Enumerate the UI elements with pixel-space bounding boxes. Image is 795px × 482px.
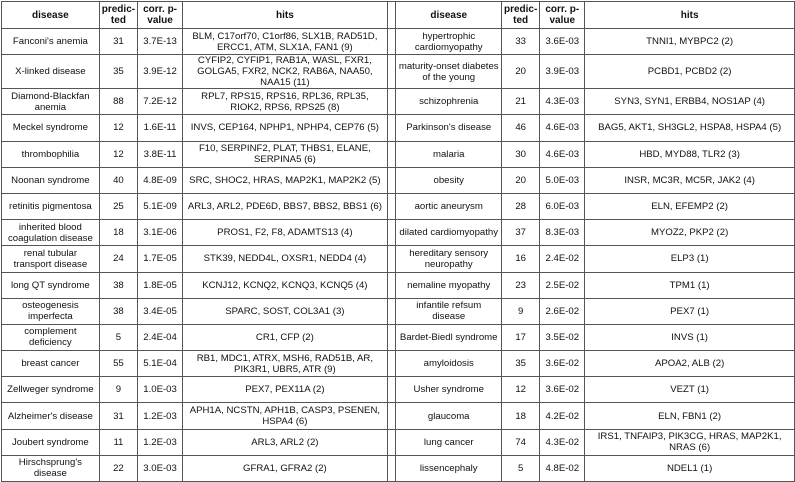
hits-cell: INSR, MC3R, MC5R, JAK2 (4) [585, 167, 795, 193]
header-corr-p-value: corr. p-value [138, 2, 183, 29]
predicted-cell: 46 [501, 115, 539, 141]
predicted-cell: 12 [99, 115, 137, 141]
corr-p-value-cell: 3.0E-03 [138, 455, 183, 481]
hits-cell: TNNI1, MYBPC2 (2) [585, 29, 795, 55]
hits-cell: BAG5, AKT1, SH3GL2, HSPA8, HSPA4 (5) [585, 115, 795, 141]
hits-cell: HBD, MYD88, TLR2 (3) [585, 141, 795, 167]
table-divider [387, 429, 396, 455]
corr-p-value-cell: 3.7E-13 [138, 29, 183, 55]
table-divider [387, 29, 396, 55]
predicted-cell: 28 [501, 193, 539, 219]
disease-cell: hypertrophic cardiomyopathy [396, 29, 502, 55]
hits-cell: IRS1, TNFAIP3, PIK3CG, HRAS, MAP2K1, NRAS (6) [585, 429, 795, 455]
table-row [2, 246, 795, 272]
corr-p-value-cell: 3.9E-12 [138, 55, 183, 89]
corr-p-value-cell: 5.1E-09 [138, 193, 183, 219]
table-row [2, 455, 795, 481]
hits-cell: MYOZ2, PKP2 (2) [585, 220, 795, 246]
predicted-cell: 21 [501, 89, 539, 115]
header-disease: disease [396, 2, 502, 29]
predicted-cell: 11 [99, 429, 137, 455]
hits-cell: CR1, CFP (2) [183, 324, 388, 350]
table-divider [387, 89, 396, 115]
hits-cell: PEX7 (1) [585, 298, 795, 324]
predicted-cell: 88 [99, 89, 137, 115]
header-hits: hits [585, 2, 795, 29]
disease-cell: Noonan syndrome [2, 167, 100, 193]
disease-cell: Parkinson's disease [396, 115, 502, 141]
predicted-cell: 17 [501, 324, 539, 350]
disease-cell: Zellweger syndrome [2, 377, 100, 403]
table-row [2, 429, 795, 455]
header-row [2, 2, 795, 29]
table-row [2, 89, 795, 115]
corr-p-value-cell: 3.9E-03 [540, 55, 585, 89]
disease-cell: renal tubular transport disease [2, 246, 100, 272]
hits-cell: PROS1, F2, F8, ADAMTS13 (4) [183, 220, 388, 246]
disease-cell: breast cancer [2, 351, 100, 377]
predicted-cell: 12 [501, 377, 539, 403]
hits-cell: ARL3, ARL2, PDE6D, BBS7, BBS2, BBS1 (6) [183, 193, 388, 219]
corr-p-value-cell: 3.6E-03 [540, 29, 585, 55]
table-row [2, 115, 795, 141]
header-predicted: predicted [99, 2, 137, 29]
corr-p-value-cell: 1.2E-03 [138, 429, 183, 455]
corr-p-value-cell: 1.0E-03 [138, 377, 183, 403]
disease-table-container [1, 1, 795, 482]
disease-cell: X-linked disease [2, 55, 100, 89]
corr-p-value-cell: 1.8E-05 [138, 272, 183, 298]
corr-p-value-cell: 5.1E-04 [138, 351, 183, 377]
header-corr-p-value: corr. p-value [540, 2, 585, 29]
table-divider [387, 377, 396, 403]
predicted-cell: 18 [99, 220, 137, 246]
table-row [2, 377, 795, 403]
predicted-cell: 25 [99, 193, 137, 219]
disease-cell: lissencephaly [396, 455, 502, 481]
table-divider [387, 455, 396, 481]
corr-p-value-cell: 1.6E-11 [138, 115, 183, 141]
hits-cell: KCNJ12, KCNQ2, KCNQ3, KCNQ5 (4) [183, 272, 388, 298]
hits-cell: SYN3, SYN1, ERBB4, NOS1AP (4) [585, 89, 795, 115]
predicted-cell: 31 [99, 403, 137, 429]
predicted-cell: 23 [501, 272, 539, 298]
corr-p-value-cell: 2.5E-02 [540, 272, 585, 298]
table-divider [387, 351, 396, 377]
disease-enrichment-table [1, 1, 795, 482]
predicted-cell: 38 [99, 272, 137, 298]
disease-cell: Alzheimer's disease [2, 403, 100, 429]
disease-cell: Hirschsprung's disease [2, 455, 100, 481]
table-row [2, 324, 795, 350]
disease-cell: infantile refsum disease [396, 298, 502, 324]
disease-cell: Meckel syndrome [2, 115, 100, 141]
table-row [2, 351, 795, 377]
table-row [2, 220, 795, 246]
disease-cell: Fanconi's anemia [2, 29, 100, 55]
hits-cell: ELP3 (1) [585, 246, 795, 272]
predicted-cell: 5 [501, 455, 539, 481]
disease-cell: dilated cardiomyopathy [396, 220, 502, 246]
corr-p-value-cell: 4.3E-03 [540, 89, 585, 115]
corr-p-value-cell: 6.0E-03 [540, 193, 585, 219]
predicted-cell: 35 [99, 55, 137, 89]
table-divider [387, 246, 396, 272]
disease-cell: Diamond-Blackfan anemia [2, 89, 100, 115]
predicted-cell: 20 [501, 55, 539, 89]
predicted-cell: 38 [99, 298, 137, 324]
corr-p-value-cell: 3.6E-02 [540, 377, 585, 403]
hits-cell: RB1, MDC1, ATRX, MSH6, RAD51B, AR, PIK3R1, UBR5, ATR (9) [183, 351, 388, 377]
disease-cell: schizophrenia [396, 89, 502, 115]
hits-cell: INVS (1) [585, 324, 795, 350]
table-divider [387, 2, 396, 29]
disease-cell: osteogenesis imperfecta [2, 298, 100, 324]
table-divider [387, 141, 396, 167]
table-divider [387, 115, 396, 141]
corr-p-value-cell: 2.4E-02 [540, 246, 585, 272]
corr-p-value-cell: 4.8E-02 [540, 455, 585, 481]
disease-cell: thrombophilia [2, 141, 100, 167]
table-row [2, 29, 795, 55]
predicted-cell: 37 [501, 220, 539, 246]
corr-p-value-cell: 4.8E-09 [138, 167, 183, 193]
disease-cell: lung cancer [396, 429, 502, 455]
table-row [2, 141, 795, 167]
table-divider [387, 403, 396, 429]
corr-p-value-cell: 3.8E-11 [138, 141, 183, 167]
corr-p-value-cell: 7.2E-12 [138, 89, 183, 115]
corr-p-value-cell: 3.5E-02 [540, 324, 585, 350]
table-divider [387, 272, 396, 298]
hits-cell: ELN, FBN1 (2) [585, 403, 795, 429]
disease-cell: inherited blood coagulation disease [2, 220, 100, 246]
disease-cell: obesity [396, 167, 502, 193]
hits-cell: NDEL1 (1) [585, 455, 795, 481]
hits-cell: VEZT (1) [585, 377, 795, 403]
table-divider [387, 220, 396, 246]
corr-p-value-cell: 1.7E-05 [138, 246, 183, 272]
predicted-cell: 12 [99, 141, 137, 167]
table-row [2, 403, 795, 429]
corr-p-value-cell: 2.6E-02 [540, 298, 585, 324]
corr-p-value-cell: 1.2E-03 [138, 403, 183, 429]
disease-cell: nemaline myopathy [396, 272, 502, 298]
corr-p-value-cell: 3.6E-02 [540, 351, 585, 377]
hits-cell: BLM, C17orf70, C1orf86, SLX1B, RAD51D, ERCC1, ATM, SLX1A, FAN1 (9) [183, 29, 388, 55]
predicted-cell: 22 [99, 455, 137, 481]
hits-cell: SPARC, SOST, COL3A1 (3) [183, 298, 388, 324]
corr-p-value-cell: 8.3E-03 [540, 220, 585, 246]
hits-cell: F10, SERPINF2, PLAT, THBS1, ELANE, SERPINA5 (6) [183, 141, 388, 167]
header-predicted: predicted [501, 2, 539, 29]
hits-cell: TPM1 (1) [585, 272, 795, 298]
disease-cell: complement deficiency [2, 324, 100, 350]
predicted-cell: 35 [501, 351, 539, 377]
disease-cell: retinitis pigmentosa [2, 193, 100, 219]
predicted-cell: 16 [501, 246, 539, 272]
hits-cell: SRC, SHOC2, HRAS, MAP2K1, MAP2K2 (5) [183, 167, 388, 193]
table-row [2, 298, 795, 324]
predicted-cell: 5 [99, 324, 137, 350]
hits-cell: GFRA1, GFRA2 (2) [183, 455, 388, 481]
hits-cell: PCBD1, PCBD2 (2) [585, 55, 795, 89]
corr-p-value-cell: 2.4E-04 [138, 324, 183, 350]
header-disease: disease [2, 2, 100, 29]
disease-cell: Usher syndrome [396, 377, 502, 403]
table-divider [387, 167, 396, 193]
predicted-cell: 55 [99, 351, 137, 377]
predicted-cell: 40 [99, 167, 137, 193]
predicted-cell: 18 [501, 403, 539, 429]
header-hits: hits [183, 2, 388, 29]
hits-cell: ARL3, ARL2 (2) [183, 429, 388, 455]
corr-p-value-cell: 4.6E-03 [540, 141, 585, 167]
hits-cell: INVS, CEP164, NPHP1, NPHP4, CEP76 (5) [183, 115, 388, 141]
table-divider [387, 298, 396, 324]
disease-cell: glaucoma [396, 403, 502, 429]
table-divider [387, 55, 396, 89]
table-divider [387, 193, 396, 219]
disease-cell: amyloidosis [396, 351, 502, 377]
predicted-cell: 33 [501, 29, 539, 55]
hits-cell: APOA2, ALB (2) [585, 351, 795, 377]
disease-cell: Bardet-Biedl syndrome [396, 324, 502, 350]
corr-p-value-cell: 4.2E-02 [540, 403, 585, 429]
corr-p-value-cell: 4.3E-02 [540, 429, 585, 455]
hits-cell: PEX7, PEX11A (2) [183, 377, 388, 403]
corr-p-value-cell: 5.0E-03 [540, 167, 585, 193]
disease-cell: maturity-onset diabetes of the young [396, 55, 502, 89]
predicted-cell: 9 [501, 298, 539, 324]
predicted-cell: 31 [99, 29, 137, 55]
hits-cell: ELN, EFEMP2 (2) [585, 193, 795, 219]
table-row [2, 193, 795, 219]
hits-cell: CYFIP2, CYFIP1, RAB1A, WASL, FXR1, GOLGA5, FXR2, NCK2, RAB6A, NAA50, NAA15 (11) [183, 55, 388, 89]
disease-cell: malaria [396, 141, 502, 167]
predicted-cell: 9 [99, 377, 137, 403]
table-row [2, 272, 795, 298]
hits-cell: STK39, NEDD4L, OXSR1, NEDD4 (4) [183, 246, 388, 272]
table-row [2, 167, 795, 193]
disease-cell: aortic aneurysm [396, 193, 502, 219]
disease-cell: long QT syndrome [2, 272, 100, 298]
hits-cell: APH1A, NCSTN, APH1B, CASP3, PSENEN, HSPA4 (6) [183, 403, 388, 429]
table-divider [387, 324, 396, 350]
corr-p-value-cell: 4.6E-03 [540, 115, 585, 141]
corr-p-value-cell: 3.1E-06 [138, 220, 183, 246]
table-row [2, 55, 795, 89]
predicted-cell: 74 [501, 429, 539, 455]
predicted-cell: 30 [501, 141, 539, 167]
disease-cell: Joubert syndrome [2, 429, 100, 455]
corr-p-value-cell: 3.4E-05 [138, 298, 183, 324]
hits-cell: RPL7, RPS15, RPS16, RPL36, RPL35, RIOK2, RPS6, RPS25 (8) [183, 89, 388, 115]
table-body [2, 29, 795, 482]
disease-cell: hereditary sensory neuropathy [396, 246, 502, 272]
predicted-cell: 20 [501, 167, 539, 193]
predicted-cell: 24 [99, 246, 137, 272]
